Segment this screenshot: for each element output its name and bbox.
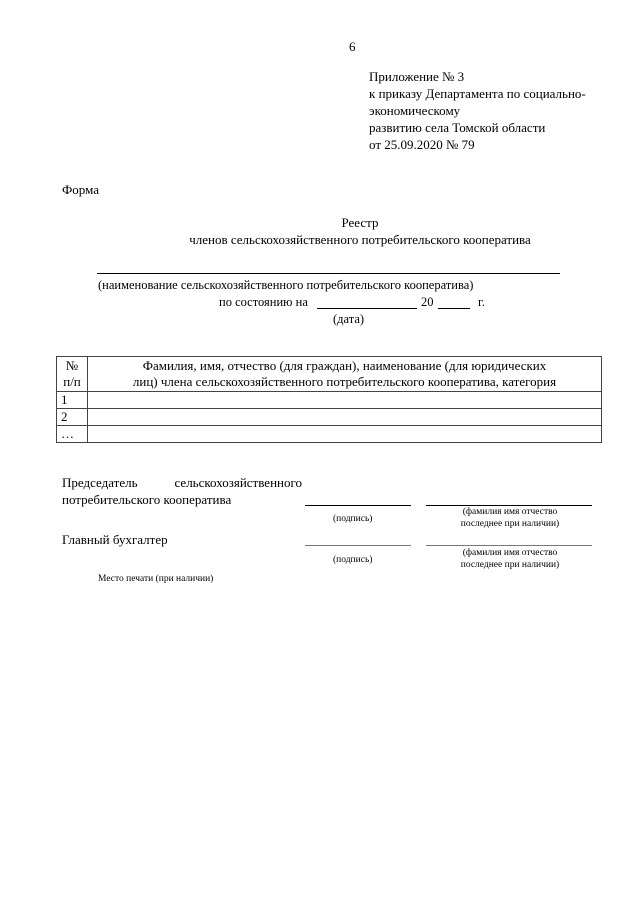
row-member-cell: [88, 426, 602, 443]
table-row: [57, 392, 602, 409]
appendix-line: от 25.09.2020 № 79: [369, 137, 475, 152]
coop-name-caption: (наименование сельскохозяйственного потребительского кооператива): [98, 278, 474, 292]
fio-caption-line: (фамилия имя отчество: [462, 548, 558, 558]
chairman-line: потребительского кооператива: [62, 492, 232, 507]
header-text: п/п: [63, 374, 81, 389]
document-title: [150, 214, 570, 248]
column-header-member: [88, 357, 602, 392]
appendix-line: к приказу Департамента по социально-: [369, 86, 586, 101]
table-header-row: [57, 357, 602, 392]
row-number-cell: 1: [57, 392, 88, 409]
as-of-prefix: по состоянию на: [219, 295, 308, 309]
accountant-signature-caption: (подпись): [333, 555, 373, 565]
header-text: Фамилия, имя, отчество (для граждан), наименование (для юридических: [142, 358, 547, 373]
date-line: [317, 308, 417, 309]
fio-caption-line: (фамилия имя отчество: [462, 507, 558, 517]
date-caption: (дата): [333, 312, 365, 326]
row-member-cell: [88, 409, 602, 426]
header-text: лиц) члена сельскохозяйственного потребительского кооператива, категория: [132, 374, 557, 389]
accountant-title: Главный бухгалтер: [62, 532, 168, 547]
chairman-signature-line: [305, 505, 411, 506]
fio-caption-line: последнее при наличии): [460, 560, 560, 570]
accountant-signature-line: [305, 545, 411, 546]
stamp-place: Место печати (при наличии): [98, 574, 214, 584]
fio-caption-line: последнее при наличии): [460, 519, 560, 529]
table-row: [57, 426, 602, 443]
header-text: №: [65, 358, 79, 373]
year-line: [438, 308, 470, 309]
chairman-signature-caption: (подпись): [333, 514, 373, 524]
appendix-line: развитию села Томской области: [369, 120, 546, 135]
title-line: членов сельскохозяйственного потребительского кооператива: [189, 232, 531, 247]
chairman-fio-caption: [440, 506, 580, 530]
appendix-block: [369, 68, 586, 153]
registry-table: [56, 356, 602, 443]
year-suffix: г.: [478, 295, 485, 309]
appendix-line: экономическому: [369, 103, 461, 118]
year-prefix: 20: [421, 295, 434, 309]
row-member-cell: [88, 392, 602, 409]
accountant-fio-line: [426, 545, 592, 546]
title-line: Реестр: [341, 215, 379, 230]
page-number: 6: [349, 39, 356, 54]
chairman-line: Председатель сельскохозяйственного: [62, 475, 302, 490]
column-header-number: [57, 357, 88, 392]
row-number-cell: …: [57, 426, 88, 443]
coop-name-line: [97, 273, 560, 274]
appendix-line: Приложение № 3: [369, 69, 465, 84]
form-label: Форма: [62, 182, 99, 197]
accountant-fio-caption: [440, 547, 580, 571]
row-number-cell: 2: [57, 409, 88, 426]
chairman-title: [62, 474, 302, 508]
table-row: [57, 409, 602, 426]
